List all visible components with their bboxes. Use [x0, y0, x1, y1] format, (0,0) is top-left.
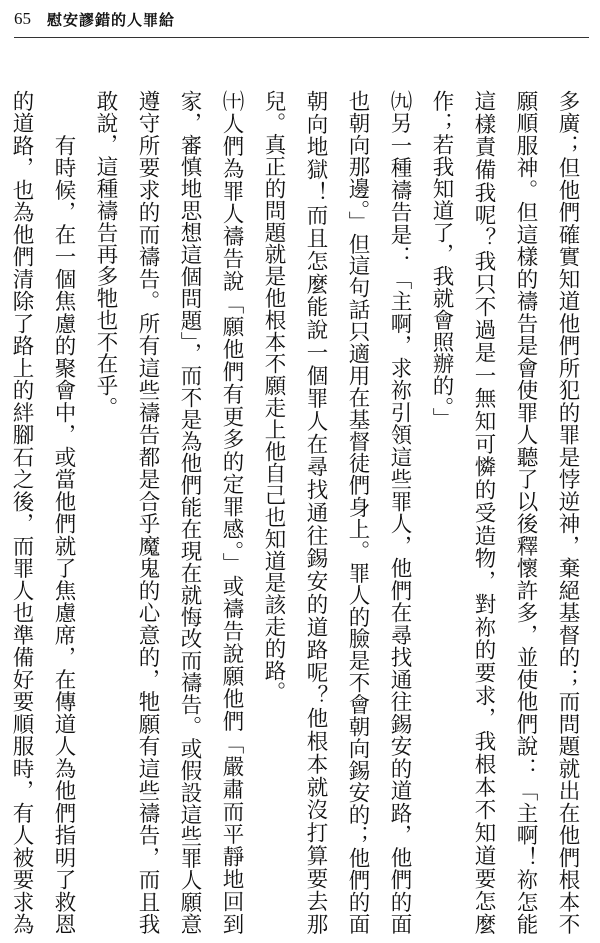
page-number: 65 [14, 9, 31, 28]
running-title: 慰安謬錯的人罪給 [47, 10, 176, 29]
paragraph-1: 多廣；但他們確實知道他們所犯的罪是悖逆神，棄絕基督的；而問題就出在他們根本不願順服神。但這樣的禱告是會使罪人聽了以後釋懷許多，並使他們說：「主啊！祢怎能這樣責備我呢？我只不過是一無知可憐的受造物，對祢的要求，我根本不知道要怎麼作；若我知道了，我就會照辦的。」 [429, 90, 580, 935]
paragraph-2: ㈨另一種禱告是：「主啊，求祢引領這些罪人，他們在尋找通往錫安的道路，他們的面也朝向那邊。」但這句話只適用在基督徒們身上。罪人的臉是不會朝向錫安的；他們的面朝向地獄！而且怎麼能說一個罪人在尋找通往錫安的道路呢？他根本就沒打算要去那兒。真正的問題就是他根本不願走上他自己也知道是該走的路。 [261, 90, 412, 935]
body-text [9, 90, 588, 935]
paragraph-3: ㈩人們為罪人禱告說「願他們有更多的定罪感。」或禱告說願他們「嚴肅而平靜地回到家，審慎地思想這個問題」，而不是為他們能在現在就悔改而禱告。或假設這些罪人願意遵守所要求的而禱告。所有這些禱告都是合乎魔鬼的心意的，牠願有這些禱告，而且我敢說，這種禱告再多牠也不在乎。 [93, 90, 244, 935]
paragraph-4: 有時候，在一個焦慮的聚會中，或當他們就了焦慮席，在傳道人為他們指明了救恩的道路，也為他們清除了路上的絆腳石之後，而罪人也準備好要順服時，有人被要求為 [9, 90, 76, 935]
page-header [14, 8, 175, 30]
header-rule [14, 37, 589, 38]
